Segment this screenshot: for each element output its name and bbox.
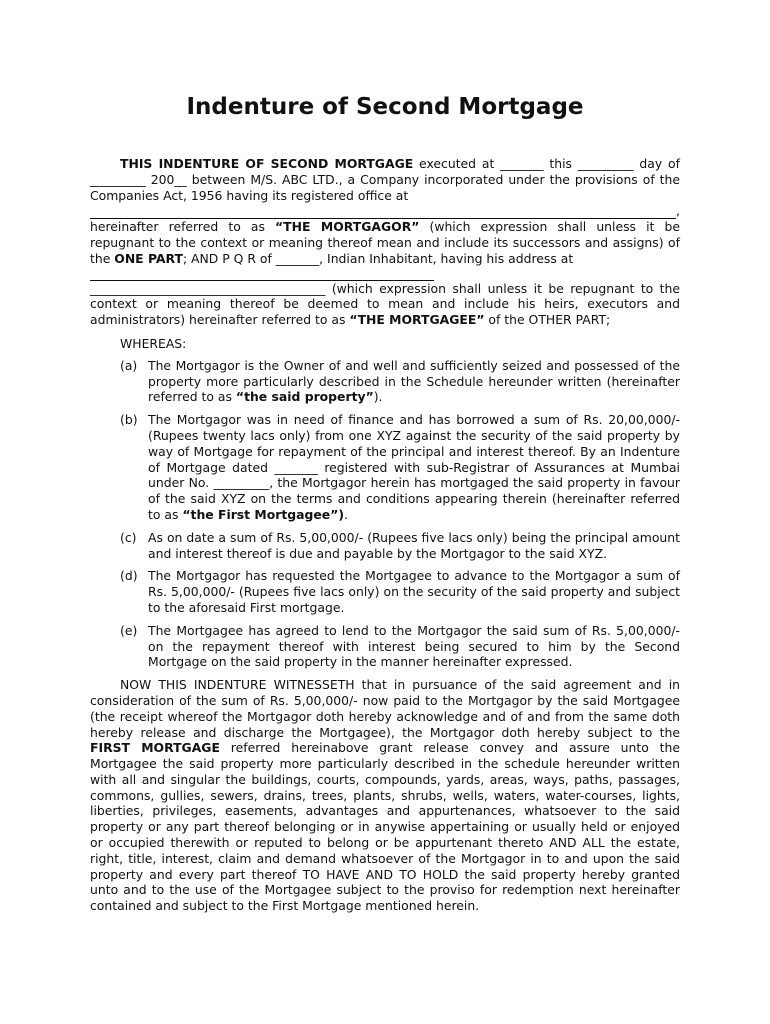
clause-marker: (d) [120,568,138,584]
clause-text [148,358,680,405]
mortgagee-paragraph [90,281,680,328]
witnesseth-paragraph [90,677,680,914]
mortgagee-text-2: of the OTHER PART; [484,312,611,328]
clause-text: The Mortgagee has agreed to lend to the Mortgagor the said sum of Rs. 5,00,000/- on the repayment thereof with interest being secured to him by the Second Mortgage on the said property in the manner hereinafter expressed. [148,622,680,670]
clause-text [148,412,680,523]
mortgagee-address-blank-line [90,267,434,281]
parties-text-1: hereinafter referred to as [90,219,276,235]
clause-c [120,530,680,562]
clause-text: The Mortgagor has requested the Mortgagee to advance to the Mortgagor a sum of Rs. 5,00,000/- (Rupees five lacs only) on the security of the said property and subject to the aforesaid First mortgage. [148,568,680,615]
clause-b-text-2: . [344,506,348,522]
document-page [90,92,680,914]
clause-b-text-1: The Mortgagor was in need of finance and has borrowed a sum of Rs. 20,00,000/- (Rupees twenty lacs only) from one XYZ against the security of the said property by way of Mortgage for repayment of the principal and interest thereof. By an Indenture of Mortgage dated _______ registered with sub-Registrar of Assurances at Mumbai under No. _________, the Mortgagor herein has mortgaged the said property in favour of the said XYZ on the terms and conditions appearing therein (hereinafter referred to as [148,412,680,522]
whereas-heading: WHEREAS: [120,335,187,351]
clause-a-text-1: The Mortgagor is the Owner of and well and sufficiently seized and possessed of the property more particularly described in the Schedule hereunder written (hereinafter referred to as [148,357,680,405]
clause-a [120,358,680,405]
one-part-label: ONE PART [114,250,183,266]
mortgagor-label: “THE MORTGAGOR” [275,219,420,235]
parties-text-2: (which expression shall unless it be repugnant to the context or meaning thereof mean and include its successors and assigns) of the [90,219,680,266]
witnesseth-text-2: referred hereinabove grant release convey and assure unto the Mortgagee the said property more particularly described in the schedule hereunder written with all and singular the buildings, courts, compounds, yards, areas, ways, paths, passages, commons, gullies, sewers, drains, trees, plants, shrubs, wells, waters, water-courses, lights, liberties, privileges, easements, advantages and appurtenances, whatsoever to the said property or any part thereof belonging or in anywise appertaining or usually held or enjoyed or occupied therewith or reputed to belong or be appurtenant thereto AND ALL the estate, right, title, interest, claim and demand whatsoever of the Mortgagor in to and upon the said property and every part thereof TO HAVE AND TO HOLD the said property hereby granted unto and to the use of the Mortgagee subject to the proviso for redemption next hereinafter contained and subject to the First Mortgage mentioned herein. [90,740,680,914]
recital-paragraph [90,156,680,203]
parties-paragraph [90,219,680,266]
execution-details-text: executed at _______ this _________ day of _________ 200__ between M/S. ABC LTD., a Company incorporated under the provisions of the Companies Act, 1956 having its registered office at [90,156,680,203]
mortgagee-label: “THE MORTGAGEE” [349,312,485,328]
parties-text-3: ; AND P Q R of _______, Indian Inhabitant, having his address at [182,250,574,266]
clause-marker: (b) [120,412,138,428]
clause-marker: (e) [120,622,138,638]
clause-a-text-2: ). [373,389,383,405]
address-blank-row [90,203,680,219]
document-title: Indenture of Second Mortgage [186,94,584,120]
clause-d [120,568,680,615]
witnesseth-text-1: NOW THIS INDENTURE WITNESSETH that in pursuance of the said agreement and in consideration of the sum of Rs. 5,00,000/- now paid to the Mortgagor by the said Mortgagee (the receipt whereof the Mortgagor doth hereby acknowledge and of and from the same doth hereby release and discharge the Mortgagee), the Mortgagor doth hereby subject to the [90,677,680,740]
address-blank-line [90,205,676,219]
first-mortgage-label: FIRST MORTGAGE [90,740,220,756]
first-mortgagee-label: “the First Mortgagee”) [182,506,345,522]
said-property-label: “the said property” [235,389,374,405]
clause-e [120,623,680,670]
clause-marker: (a) [120,357,138,373]
clause-marker: (c) [120,529,137,545]
clause-b [120,412,680,523]
indenture-heading-text: THIS INDENTURE OF SECOND MORTGAGE [120,156,414,171]
clause-text: As on date a sum of Rs. 5,00,000/- (Rupees five lacs only) being the principal amount and interest thereof is due and payable by the Mortgagor to the said XYZ. [148,529,680,561]
mortgagee-address-blank-row [90,267,434,281]
mortgagee-text-1: ______________________________________ (which expression shall unless it be repugnant to the context or meaning thereof be deemed to mean and include his heirs, executors and administrators) hereinafter referred to as [90,280,680,328]
address-blank-comma: , [676,203,680,219]
